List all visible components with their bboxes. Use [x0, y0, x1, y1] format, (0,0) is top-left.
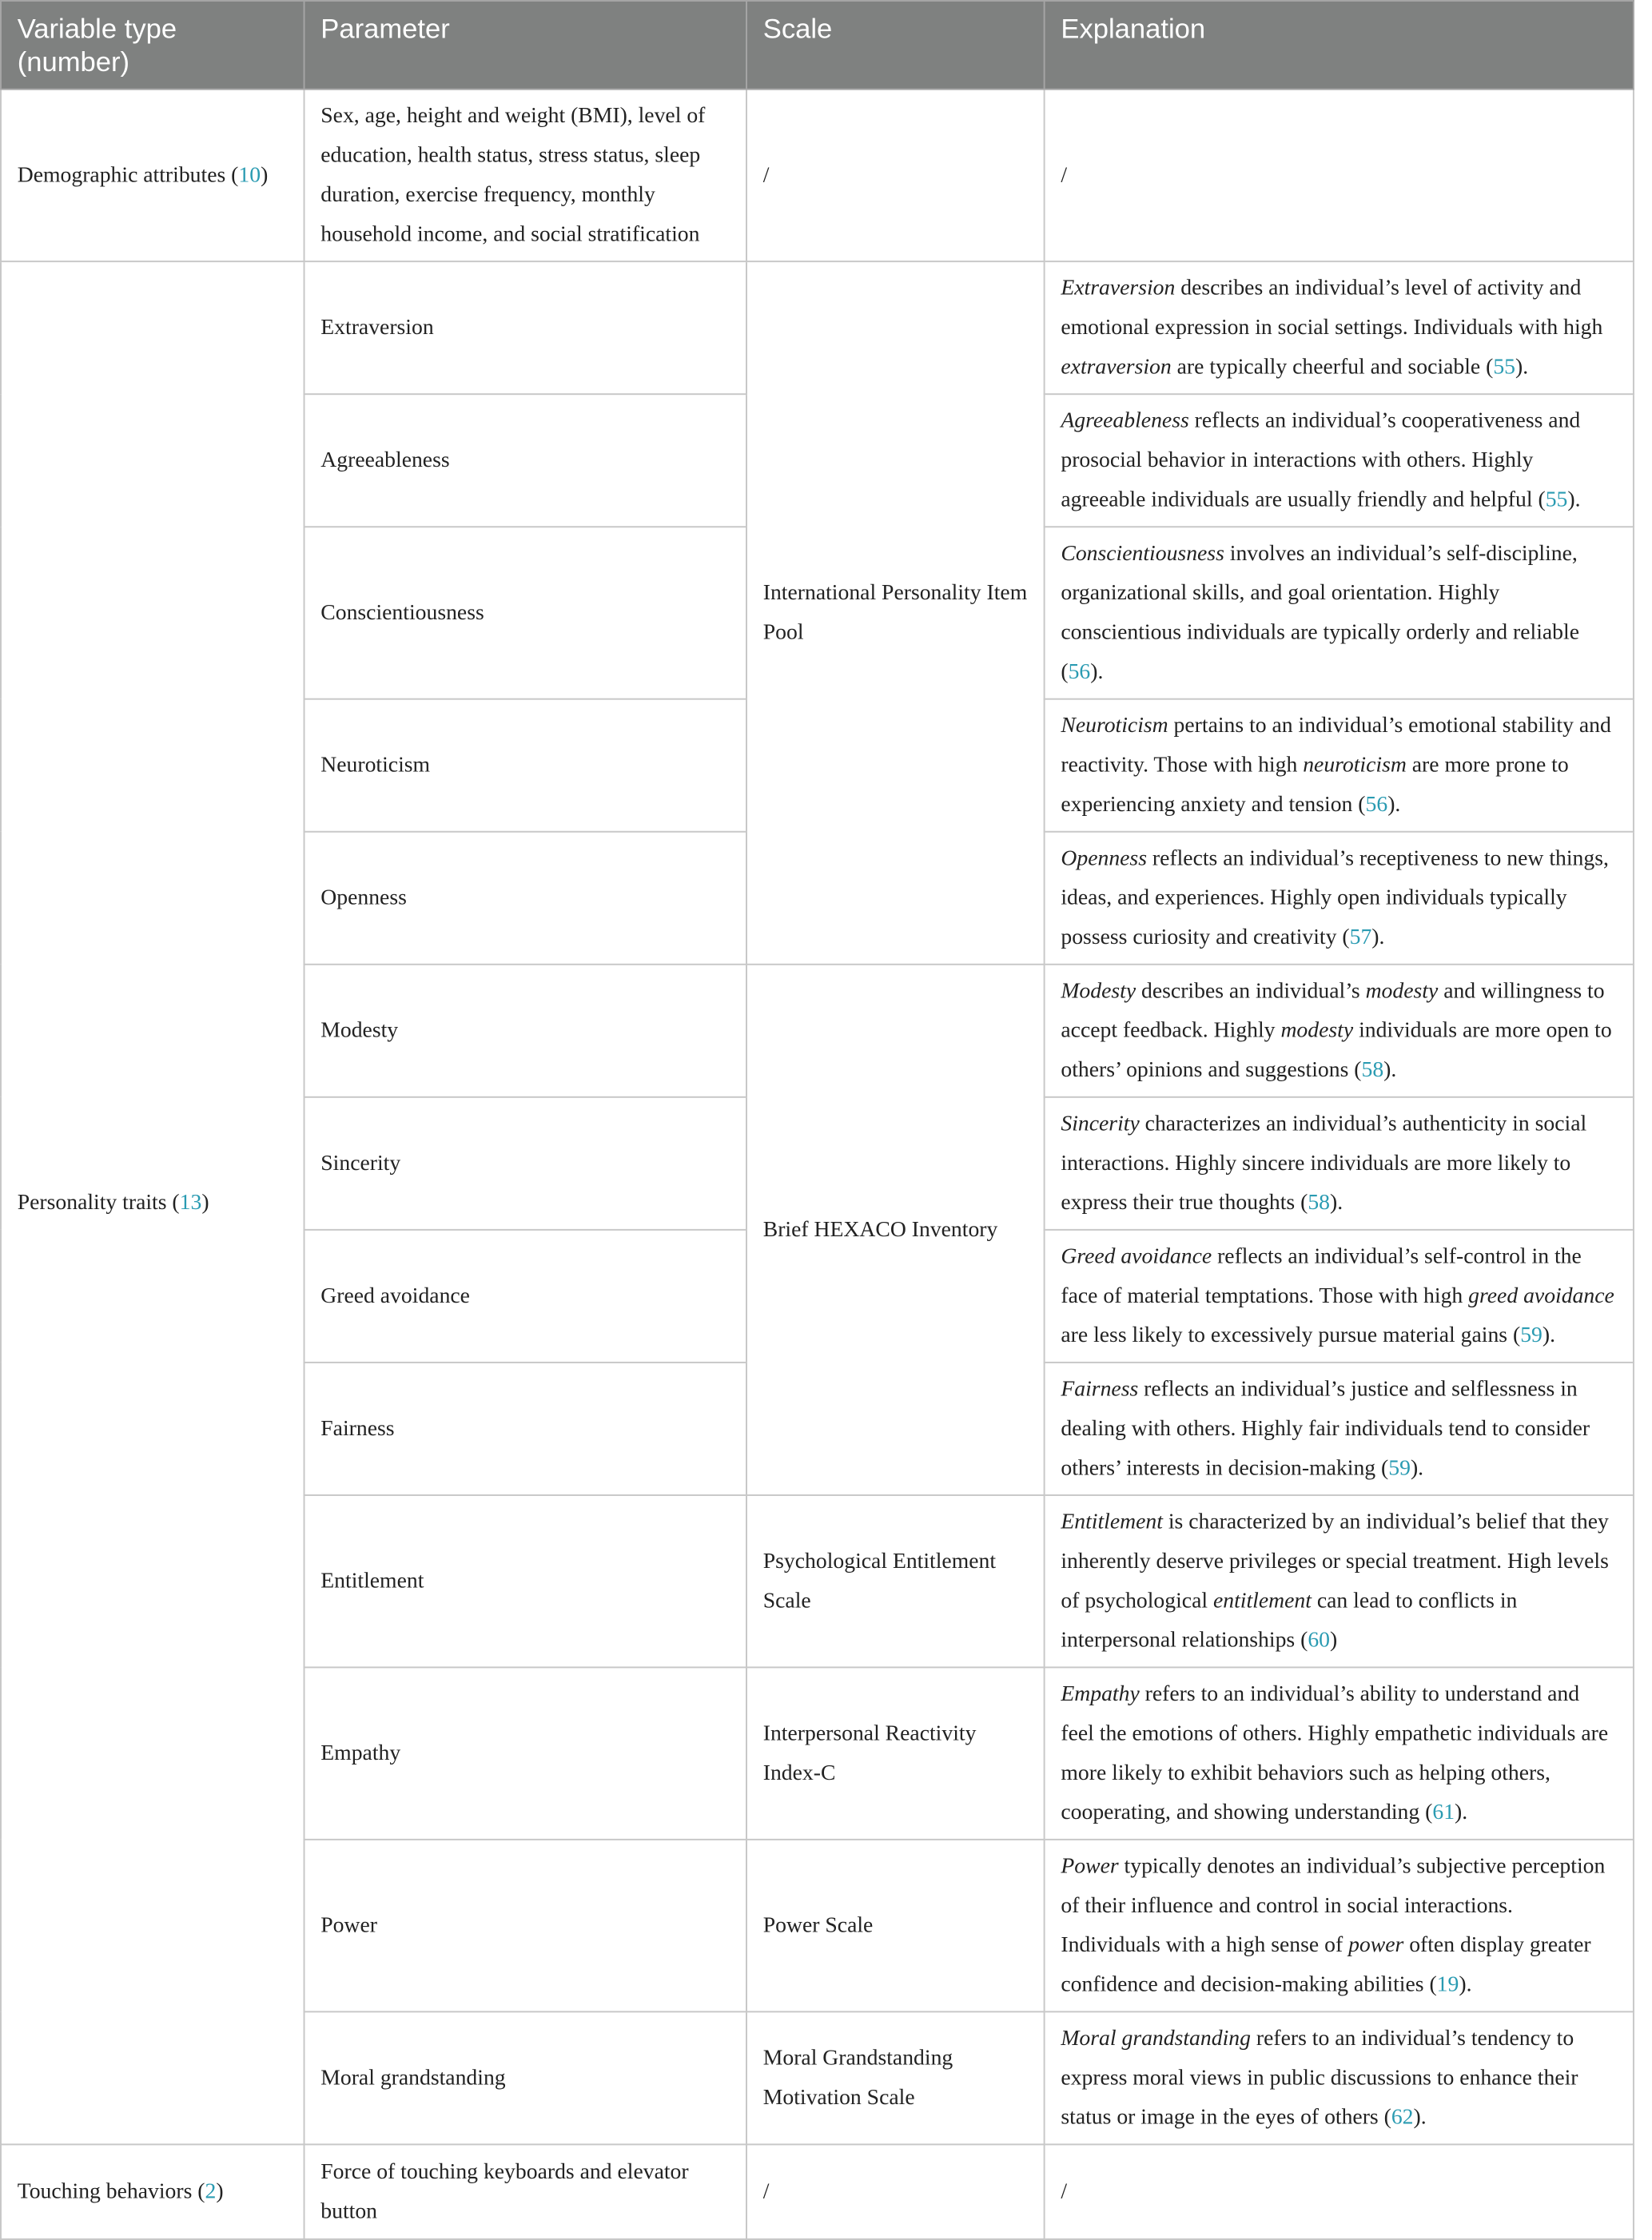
explanation-cell [1045, 1097, 1634, 1230]
explanation-cell [1045, 1495, 1634, 1667]
explanation-term: neuroticism [1303, 752, 1407, 778]
explanation-text: refers to an individual’s ability to understand and feel the emotions of others. Highly empathetic individuals are more likely to exhibit behaviors such as helping others, cooperating, and showing understanding ( [1061, 1681, 1609, 1825]
citation-link[interactable]: 61 [1432, 1800, 1455, 1825]
scale-cell: / [746, 90, 1045, 261]
header-row [1, 1, 1634, 90]
explanation-cell [1045, 90, 1634, 261]
citation-link[interactable]: 57 [1349, 925, 1372, 950]
parameter-cell: Sex, age, height and weight (BMI), level of education, health status, stress status, sleep duration, exercise frequency, monthly household income, and social stratification [305, 90, 746, 261]
variable-type-close: ) [201, 1190, 209, 1215]
scale-cell: Brief HEXACO Inventory [746, 965, 1045, 1495]
explanation-term: Conscientiousness [1061, 541, 1224, 566]
header-explanation: Explanation [1045, 1, 1634, 90]
parameter-cell: Moral grandstanding [305, 2011, 746, 2144]
citation-link[interactable]: 58 [1308, 1190, 1331, 1215]
parameter-cell: Openness [305, 832, 746, 965]
explanation-cell [1045, 2011, 1634, 2144]
parameter-cell: Force of touching keyboards and elevator button [305, 2144, 746, 2239]
citation-link[interactable]: 62 [1391, 2104, 1414, 2130]
citation-link[interactable]: 55 [1545, 487, 1568, 512]
explanation-term: Agreeableness [1061, 408, 1189, 433]
explanation-text: / [1061, 2178, 1068, 2204]
explanation-text: ) [1330, 1628, 1338, 1653]
scale-cell: Interpersonal Reactivity Index-C [746, 1667, 1045, 1839]
scale-cell: / [746, 2144, 1045, 2239]
explanation-cell [1045, 832, 1634, 965]
parameter-cell: Power [305, 1840, 746, 2011]
explanation-text: typically denotes an individual’s subjective perception of their influence and control in social interactions. Individuals with a high sense of [1061, 1853, 1606, 1958]
explanation-cell [1045, 527, 1634, 698]
explanation-term: power [1348, 1932, 1404, 1958]
explanation-text: are typically cheerful and sociable ( [1171, 354, 1494, 380]
explanation-text: individuals are more open to others’ opinions and suggestions ( [1061, 1018, 1612, 1083]
explanation-text: describes an individual’s [1136, 978, 1366, 1004]
explanation-text: / [1061, 162, 1068, 188]
variable-type-close: ) [261, 162, 269, 188]
explanation-text: ). [1459, 1971, 1472, 1997]
parameter-cell: Extraversion [305, 261, 746, 394]
explanation-text: reflects an individual’s self-control in the face of material temptations. Those with high [1061, 1243, 1582, 1308]
citation-link[interactable]: 60 [1308, 1628, 1331, 1653]
explanation-text: characterizes an individual’s authenticity in social interactions. Highly sincere individuals are more likely to express their true thoughts ( [1061, 1111, 1587, 1215]
explanation-term: Entitlement [1061, 1509, 1163, 1534]
explanation-text: ). [1455, 1800, 1468, 1825]
citation-link[interactable]: 56 [1365, 792, 1388, 817]
explanation-term: Greed avoidance [1061, 1243, 1212, 1269]
parameter-cell: Modesty [305, 965, 746, 1097]
variable-type-close: ) [216, 2178, 224, 2204]
explanation-text: refers to an individual’s tendency to express moral views in public discussions to enhance their status or image in the eyes of others ( [1061, 2026, 1578, 2130]
parameter-cell: Conscientiousness [305, 527, 746, 698]
citation-link[interactable]: 59 [1388, 1455, 1411, 1481]
explanation-term: entitlement [1212, 1588, 1312, 1613]
explanation-text: involves an individual’s self-discipline, organizational skills, and goal orientation. Highly conscientious individuals are typically orderly and reliable ( [1061, 541, 1579, 684]
explanation-term: Fairness [1061, 1376, 1139, 1402]
explanation-text: often display greater confidence and decision-making abilities ( [1061, 1932, 1591, 1997]
table-body [1, 90, 1634, 2239]
explanation-term: extraversion [1061, 354, 1172, 380]
explanation-text: ). [1413, 2104, 1427, 2130]
explanation-term: Sincerity [1061, 1111, 1140, 1136]
citation-link[interactable]: 56 [1068, 659, 1091, 684]
explanation-text: is characterized by an individual’s belief that they inherently deserve privileges or special treatment. High levels of psychological [1061, 1509, 1609, 1613]
table-row [1, 2144, 1634, 2239]
parameter-cell: Agreeableness [305, 394, 746, 527]
header-parameter: Parameter [305, 1, 746, 90]
explanation-cell [1045, 965, 1634, 1097]
explanation-term: Openness [1061, 845, 1147, 871]
explanation-term: Modesty [1061, 978, 1136, 1004]
variable-type-cell [1, 90, 305, 261]
explanation-text: pertains to an individual’s emotional stability and reactivity. Those with high [1061, 713, 1611, 778]
header-scale: Scale [746, 1, 1045, 90]
variable-type-cell [1, 2144, 305, 2239]
header-variable-type: Variable type (number) [1, 1, 305, 90]
explanation-term: Moral grandstanding [1061, 2026, 1251, 2051]
explanation-term: Power [1061, 1853, 1119, 1879]
explanation-cell [1045, 261, 1634, 394]
scale-cell: International Personality Item Pool [746, 261, 1045, 965]
explanation-term: Empathy [1061, 1681, 1140, 1706]
explanation-term: Neuroticism [1061, 713, 1168, 738]
explanation-text: ). [1567, 487, 1581, 512]
scale-cell: Power Scale [746, 1840, 1045, 2011]
explanation-text: ). [1542, 1323, 1556, 1348]
explanation-text: are more prone to experiencing anxiety and tension ( [1061, 752, 1569, 817]
citation-link[interactable]: 59 [1520, 1323, 1543, 1348]
citation-link[interactable]: 19 [1436, 1971, 1459, 1997]
variable-type-label: Touching behaviors ( [17, 2178, 205, 2204]
explanation-cell [1045, 2144, 1634, 2239]
explanation-text: ). [1387, 792, 1401, 817]
explanation-cell [1045, 394, 1634, 527]
parameter-cell: Greed avoidance [305, 1230, 746, 1363]
variable-count-link[interactable]: 13 [179, 1190, 202, 1215]
explanation-cell [1045, 1667, 1634, 1839]
explanation-text: and willingness to accept feedback. Highly [1061, 978, 1605, 1043]
explanation-text: ). [1371, 925, 1385, 950]
parameter-cell: Sincerity [305, 1097, 746, 1230]
parameter-cell: Empathy [305, 1667, 746, 1839]
variable-count-link[interactable]: 10 [238, 162, 261, 188]
explanation-term: Extraversion [1061, 275, 1176, 300]
parameter-cell: Fairness [305, 1363, 746, 1495]
citation-link[interactable]: 58 [1361, 1057, 1384, 1083]
explanation-text: ). [1090, 659, 1104, 684]
table-row [1, 261, 1634, 394]
explanation-text: ). [1383, 1057, 1397, 1083]
explanation-text: ). [1410, 1455, 1424, 1481]
scale-cell: Psychological Entitlement Scale [746, 1495, 1045, 1667]
explanation-text: reflects an individual’s receptiveness to new things, ideas, and experiences. Highly open individuals typically possess curiosity and creativity ( [1061, 845, 1609, 950]
variable-type-label: Personality traits ( [17, 1190, 180, 1215]
table-row [1, 90, 1634, 261]
explanation-text: can lead to conflicts in interpersonal relationships ( [1061, 1588, 1518, 1653]
parameter-cell: Entitlement [305, 1495, 746, 1667]
explanation-cell [1045, 1363, 1634, 1495]
explanation-text: reflects an individual’s cooperativeness and prosocial behavior in interactions with others. Highly agreeable individuals are usually friendly and helpful ( [1061, 408, 1581, 512]
explanation-cell [1045, 699, 1634, 832]
explanation-term: modesty [1365, 978, 1439, 1004]
explanation-text: are less likely to excessively pursue material gains ( [1061, 1323, 1521, 1348]
explanation-text: reflects an individual’s justice and selflessness in dealing with others. Highly fair individuals tend to consider others’ interests in decision-making ( [1061, 1376, 1590, 1481]
explanation-cell [1045, 1230, 1634, 1363]
citation-link[interactable]: 55 [1493, 354, 1516, 380]
explanation-term: greed avoidance [1468, 1283, 1614, 1308]
explanation-term: modesty [1280, 1018, 1354, 1043]
variable-type-label: Demographic attributes ( [17, 162, 239, 188]
explanation-text: ). [1515, 354, 1529, 380]
explanation-text: describes an individual’s level of activity and emotional expression in social settings. Individuals with high [1061, 275, 1603, 340]
scale-cell: Moral Grandstanding Motivation Scale [746, 2011, 1045, 2144]
explanation-cell [1045, 1840, 1634, 2011]
parameter-cell: Neuroticism [305, 699, 746, 832]
variable-type-cell [1, 261, 305, 2144]
variable-count-link[interactable]: 2 [205, 2178, 217, 2204]
explanation-text: ). [1330, 1190, 1343, 1215]
